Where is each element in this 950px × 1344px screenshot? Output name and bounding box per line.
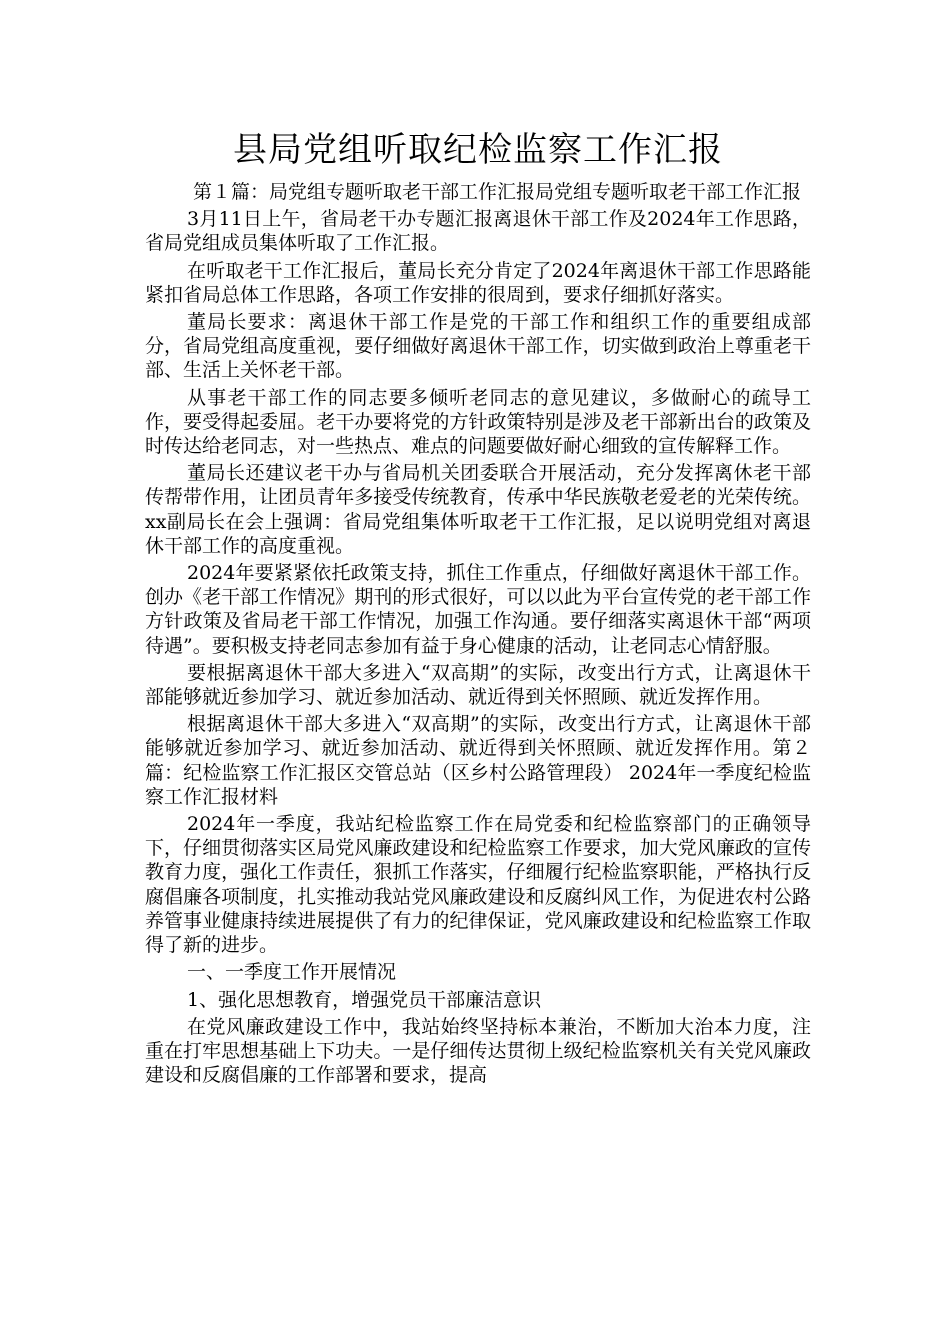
paragraph: 董局长要求：离退休干部工作是党的干部工作和组织工作的重要组成部分，省局党组高度重视，要仔细做好离退休干部工作，切实做到政治上尊重老干部、生活上关怀老干部。 bbox=[145, 311, 811, 382]
paragraph: 在党风廉政建设工作中，我站始终坚持标本兼治，不断加大治本力度，注重在打牢思想基础上下功夫。一是仔细传达贯彻上级纪检监察机关有关党风廉政建设和反腐倡廉的工作部署和要求，提高 bbox=[145, 1015, 811, 1087]
paragraph: 2024年要紧紧依托政策支持，抓住工作重点，仔细做好离退休干部工作。创办《老干部工作情况》期刊的形式很好，可以以此为平台宣传党的老干部工作方针政策及省局老干部工作情况，加强工作沟通。要仔细落实离退休干部“两项待遇”。要积极支持老同志参加有益于身心健康的活动，让老同志心情舒服。 bbox=[145, 562, 811, 657]
paragraph: 第１篇：局党组专题听取老干部工作汇报局党组专题听取老干部工作汇报 bbox=[193, 181, 802, 203]
paragraph: 3月11日上午，省局老干办专题汇报离退休干部工作及2024年工作思路，省局党组成员集体听取了工作汇报。 bbox=[145, 208, 811, 255]
document-page bbox=[145, 128, 811, 1090]
paragraph: 要根据离退休干部大多进入“双高期”的实际，改变出行方式，让离退休干部能够就近参加学习、就近参加活动、就近得到关怀照顾、就近发挥作用。 bbox=[145, 661, 811, 709]
paragraph: 根据离退休干部大多进入“双高期”的实际，改变出行方式，让离退休干部能够就近参加学习、就近参加活动、就近得到关怀照顾、就近发挥作用。第２篇：纪检监察工作汇报区交管总站（区乡村公路管理段） 2024年一季度纪检监察工作汇报材料 bbox=[145, 713, 811, 808]
document-title: 县局党组听取纪检监察工作汇报 bbox=[233, 130, 723, 170]
paragraph: 在听取老干工作汇报后，董局长充分肯定了2024年离退休干部工作思路能紧扣省局总体工作思路，各项工作安排的很周到，要求仔细抓好落实。 bbox=[145, 259, 811, 306]
section-heading: 一、一季度工作开展情况 bbox=[187, 961, 397, 984]
paragraph: 2024年一季度，我站纪检监察工作在局党委和纪检监察部门的正确领导下，仔细贯彻落实区局党风廉政建设和纪检监察工作要求，加大党风廉政的宣传教育力度，强化工作责任，狠抓工作落实，仔细履行纪检监察职能，严格执行反腐倡廉各项制度，扎实推动我站党风廉政建设和反腐纠风工作，为促进农村公路养管事业健康持续进展提供了有力的纪律保证，党风廉政建设和纪检监察工作取得了新的进步。 bbox=[145, 813, 811, 957]
paragraph: 董局长还建议老干办与省局机关团委联合开展活动，充分发挥离休老干部传帮带作用，让团员青年多接受传统教育，传承中华民族敬老爱老的光荣传统。xx副局长在会上强调：省局党组集体听取老干工作汇报，足以说明党组对离退休干部工作的高度重视。 bbox=[145, 462, 811, 557]
subsection-heading: 1、强化思想教育，增强党员干部廉洁意识 bbox=[187, 988, 542, 1011]
paragraph: 从事老干部工作的同志要多倾听老同志的意见建议，多做耐心的疏导工作，要受得起委屈。老干办要将党的方针政策特别是涉及老干部新出台的政策及时传达给老同志，对一些热点、难点的问题要做好耐心细致的宣传解释工作。 bbox=[145, 386, 811, 458]
